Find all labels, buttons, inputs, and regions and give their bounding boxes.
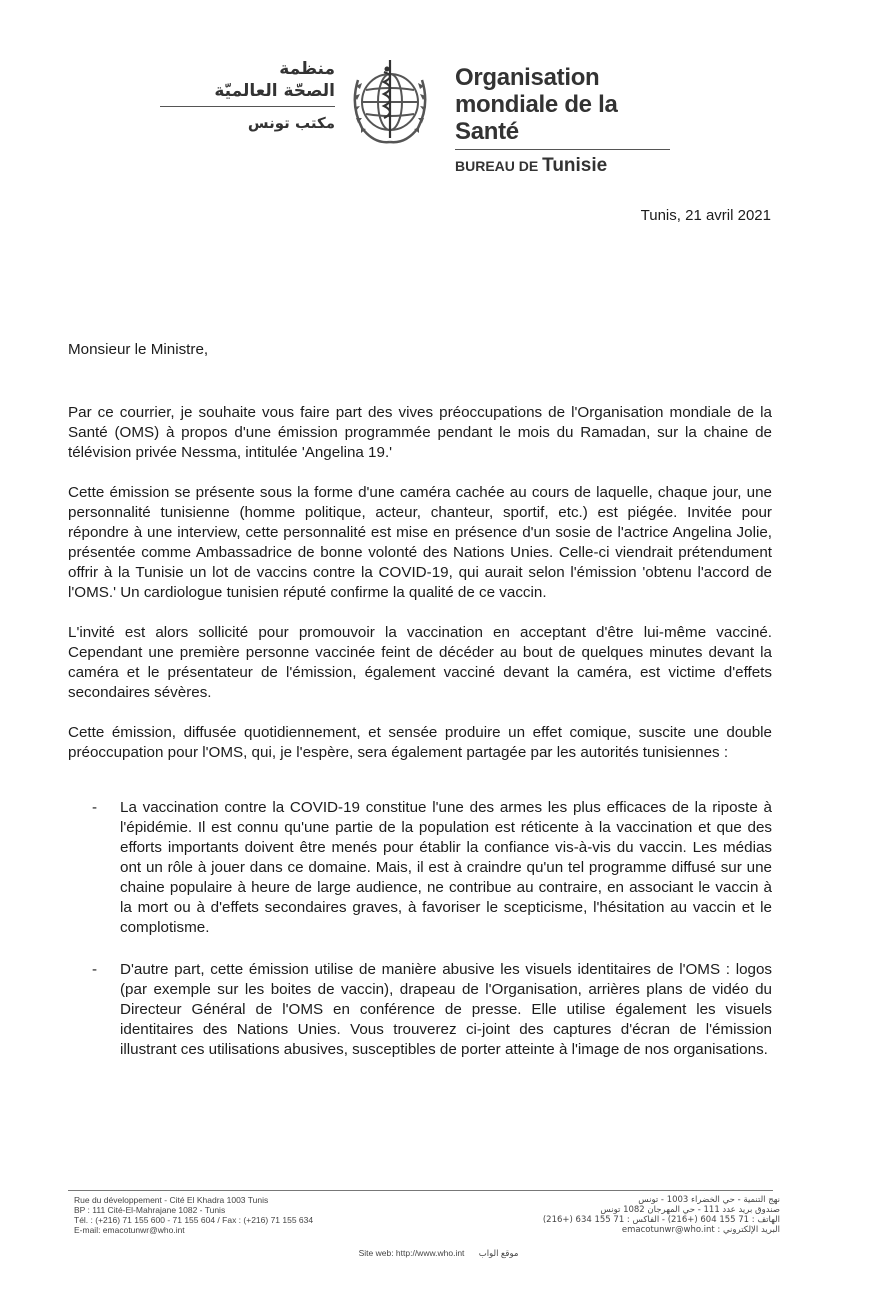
- bullet-item: [68, 960, 772, 1060]
- footer-line: صندوق بريد عدد 111 - حي المهرجان 1082 تونس: [600, 1205, 780, 1215]
- footer-line: Tél. : (+216) 71 155 600 - 71 155 604 / Fax : (+216) 71 155 634: [74, 1215, 314, 1225]
- footer-line: الهاتف : 71 155 604 (+216) - الفاكس : 71 155 634 (+216): [542, 1215, 780, 1225]
- footer-address-french: [74, 1195, 414, 1235]
- bullet-list: [68, 798, 772, 1060]
- footer-address-arabic: [480, 1195, 780, 1235]
- arabic-office-name: مكتب تونس: [247, 114, 335, 132]
- bullet-text: D'autre part, cette émission utilise de manière abusive les visuels identitaires de l'OMS : logos (par exemple sur les boites de vaccin), drapeau de l'Organisation, arrières plans de vidéo du Directeur Général de l'OMS en conférence de presse. Elle utilise également les visuels identitaires des Nations Unies. Vous trouverez ci-joint des captures d'écran de l'émission illustrant ces utilisations abusives, susceptibles de porter atteinte à l'image de nos organisations.: [120, 961, 772, 1058]
- arabic-org-line1: منظمة: [279, 59, 335, 79]
- arabic-divider: [160, 106, 335, 107]
- bullet-item: [68, 798, 772, 938]
- letter-date: Tunis, 21 avril 2021: [640, 207, 771, 224]
- letterhead: [0, 50, 877, 176]
- office-name: [455, 156, 685, 176]
- paragraph: Cette émission, diffusée quotidiennement, et sensée produire un effet comique, suscite une double préoccupation pour l'OMS, qui, je l'espère, sera également partagée par les autorités tunisiennes :: [68, 724, 772, 761]
- salutation: Monsieur le Ministre,: [68, 341, 209, 358]
- bullet-marker: -: [92, 961, 98, 978]
- letter-body: [68, 340, 772, 1082]
- french-org-line2: mondiale de la Santé: [455, 91, 618, 145]
- bureau-prefix: BUREAU DE: [455, 158, 539, 174]
- french-org-line1: Organisation: [455, 64, 600, 91]
- website-label-arabic: موقع الواب: [478, 1248, 519, 1258]
- paragraph: Par ce courrier, je souhaite vous faire part des vives préoccupations de l'Organisation mondiale de la Santé (OMS) à propos d'une émission programmée pendant le mois du Ramadan, sur la chaine de télévision privée Nessma, intitulée 'Angelina 19.': [68, 404, 772, 461]
- bullet-marker: -: [92, 799, 98, 816]
- paragraph: Cette émission se présente sous la forme d'une caméra cachée au cours de laquelle, chaque jour, une personnalité tunisienne (homme politique, acteur, chanteur, sportif, etc.) est piégée. Invitée pour répondre à une interview, cette personnalité est mise en présence d'un sosie de l'actrice Angelina Jolie, présentée comme Ambassadrice de bonne volonté des Nations Unies. Celle-ci viendrait prétendument offrir à la Tunisie un lot de vaccins contre la COVID-19, qui aurait selon l'émission 'obtenu l'accord de l'OMS.' Un cardiologue tunisien réputé confirme la qualité de ce vaccin.: [68, 484, 772, 601]
- footer-line: Rue du développement - Cité El Khadra 1003 Tunis: [74, 1195, 269, 1205]
- footer-line: البريد الإلكتروني : emacotunwr@who.int: [621, 1225, 780, 1235]
- arabic-org-line2: الصحّة العالميّة: [214, 81, 335, 101]
- bureau-country: Tunisie: [542, 155, 608, 176]
- who-emblem-icon: [340, 50, 440, 150]
- paragraph: L'invité est alors sollicité pour promouvoir la vaccination en acceptant d'être lui-même vacciné. Cependant une première personne vaccinée feint de décéder au bout de quelques minutes devant la caméra et le présentateur de l'émission, également vacciné devant la caméra, est victime d'effets secondaires sévères.: [68, 624, 772, 701]
- footer-line: BP : 111 Cité-El-Mahrajane 1082 - Tunis: [74, 1205, 226, 1215]
- website-link[interactable]: Site web: http://www.who.int: [358, 1248, 465, 1258]
- footer-website: [0, 1248, 877, 1259]
- bullet-text: La vaccination contre la COVID-19 constitue l'une des armes les plus efficaces de la riposte à l'épidémie. Il est connu qu'une partie de la population est réticente à la vaccination et que des efforts importants doivent être menés pour établir la confiance vis-à-vis du vaccin. Les médias ont un rôle à jouer dans ce domaine. Mais, il est à craindre qu'un tel programme diffusé sur une chaine populaire à heure de large audience, ne contribue au contraire, en associant le vaccin à la mort ou à d'effets secondaires graves, à favoriser le scepticisme, l'hésitation au vaccin et le complotisme.: [120, 799, 772, 936]
- footer-line: E-mail: emacotunwr@who.int: [74, 1225, 185, 1235]
- french-divider: [455, 149, 670, 150]
- french-org-name: [455, 64, 685, 176]
- footer-divider: [68, 1190, 773, 1191]
- footer-line: نهج التنمية - حي الخضراء 1003 - تونس: [638, 1195, 780, 1205]
- arabic-org-name: [160, 58, 335, 133]
